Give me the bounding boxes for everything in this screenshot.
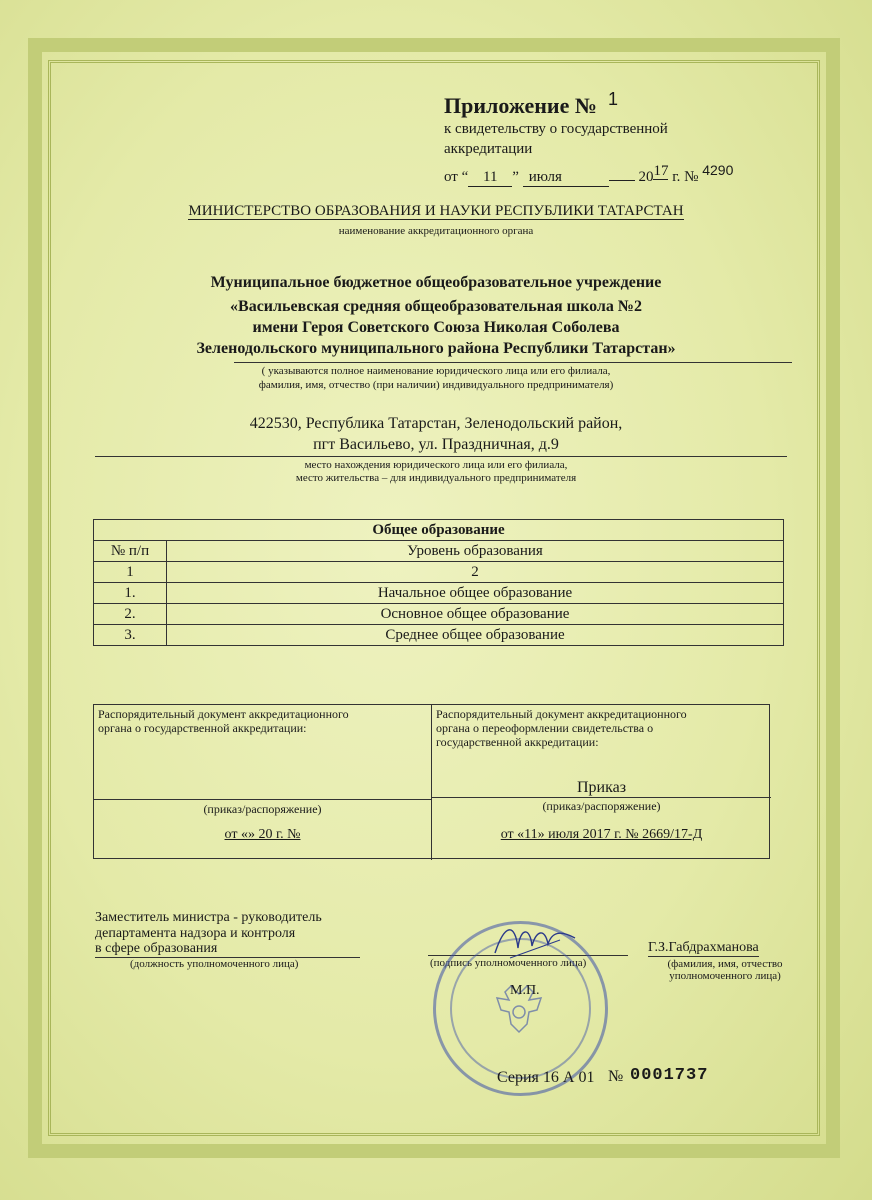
table-header-level: Уровень образования xyxy=(167,541,784,562)
address-caption-1: место нахождения юридического лица или его филиала, xyxy=(304,459,568,471)
row-number: 3. xyxy=(94,625,167,646)
row-level: Начальное общее образование xyxy=(167,583,784,604)
form-series: Серия 16 А 01 xyxy=(497,1069,595,1086)
table-index-cell: 2 xyxy=(167,562,784,583)
address-caption-2: место жительства – для индивидуального предпринимателя xyxy=(295,472,577,484)
appendix-line-1: к свидетельству о государственной xyxy=(444,121,668,137)
org-caption-2: фамилия, имя, отчество (при наличии) индивидуального предпринимателя) xyxy=(258,379,614,391)
signer-position xyxy=(95,910,322,942)
table-row xyxy=(94,604,784,625)
org-line-3: имени Героя Советского Союза Николая Соболева xyxy=(252,319,620,336)
table-row xyxy=(94,583,784,604)
right-doc-caption: (приказ/распоряжение) xyxy=(542,799,661,813)
doc-number: 4290 xyxy=(702,162,734,178)
education-levels-table xyxy=(93,519,784,646)
right-doc-value: от «11» июля 2017 г. № 2669/17-Д xyxy=(500,827,703,842)
right-doc-heading-1: Распорядительный документ аккредитационного xyxy=(436,707,687,721)
doc-number-label: г. № xyxy=(672,169,699,185)
org-line-2: «Васильевская средняя общеобразовательная школа №2 xyxy=(230,298,642,315)
date-month: июля xyxy=(523,169,609,187)
org-caption-1: ( указываются полное наименование юридического лица или его филиала, xyxy=(261,365,611,377)
left-doc-caption: (приказ/распоряжение) xyxy=(203,802,322,816)
seal-label: М.П. xyxy=(510,983,540,998)
right-doc-heading xyxy=(436,707,766,749)
right-doc-heading-2: органа о переоформлении свидетельства о xyxy=(436,721,654,735)
row-level: Среднее общее образование xyxy=(167,625,784,646)
table-title: Общее образование xyxy=(94,520,784,541)
table-index-cell: 1 xyxy=(94,562,167,583)
left-doc-heading-1: Распорядительный документ аккредитационного xyxy=(98,707,349,721)
appendix-number: 1 xyxy=(608,89,619,109)
serial-number-label: № xyxy=(608,1068,624,1085)
administrative-documents-box xyxy=(93,704,770,859)
date-prefix: от “ xyxy=(444,169,469,185)
ministry-name-text: МИНИСТЕРСТВО ОБРАЗОВАНИЯ И НАУКИ РЕСПУБЛИКИ ТАТАРСТАН xyxy=(188,203,684,219)
signer-position-2: департамента надзора и контроля xyxy=(95,926,296,941)
date-year-prefix: 20 xyxy=(638,169,654,185)
appendix-line-2: аккредитации xyxy=(444,141,533,157)
signer-name: Г.З.Габдрахманова xyxy=(648,940,759,955)
table-row xyxy=(94,625,784,646)
address-underline xyxy=(95,456,787,457)
row-number: 2. xyxy=(94,604,167,625)
left-doc-heading xyxy=(98,707,428,735)
org-underline xyxy=(234,362,792,363)
org-line-4: Зеленодольского муниципального района Республики Татарстан» xyxy=(196,340,676,357)
address-line-1: 422530, Республика Татарстан, Зеленодольский район, xyxy=(249,415,623,432)
position-caption: (должность уполномоченного лица) xyxy=(130,958,299,970)
signer-position-1: Заместитель министра - руководитель xyxy=(95,910,322,925)
handwritten-signature xyxy=(490,918,580,968)
ministry-name xyxy=(0,203,872,220)
appendix-date-line xyxy=(444,162,744,187)
appendix-title: Приложение № xyxy=(444,93,597,118)
serial-number: 0001737 xyxy=(630,1066,709,1085)
ministry-caption: наименование аккредитационного органа xyxy=(338,225,534,237)
address-line-2: пгт Васильево, ул. Праздничная, д.9 xyxy=(313,436,559,453)
date-day: 11 xyxy=(468,169,512,187)
date-day-close: ” xyxy=(512,169,519,185)
row-number: 1. xyxy=(94,583,167,604)
date-year-suffix: 17 xyxy=(653,163,669,179)
name-caption xyxy=(650,958,800,982)
right-doc-type: Приказ xyxy=(576,779,627,796)
name-caption-1: (фамилия, имя, отчество xyxy=(667,958,783,970)
table-header-index: № п/п xyxy=(94,541,167,562)
name-caption-2: уполномоченного лица) xyxy=(669,970,781,982)
signer-position-3: в сфере образования xyxy=(95,941,360,958)
row-level: Основное общее образование xyxy=(167,604,784,625)
left-doc-heading-2: органа о государственной аккредитации: xyxy=(98,721,307,735)
right-doc-heading-3: государственной аккредитации: xyxy=(436,735,599,749)
org-line-1: Муниципальное бюджетное общеобразовательное учреждение xyxy=(210,274,662,291)
left-doc-value: от «» 20 г. № xyxy=(224,827,301,842)
signature-caption: (подпись уполномоченного лица) xyxy=(430,957,587,969)
